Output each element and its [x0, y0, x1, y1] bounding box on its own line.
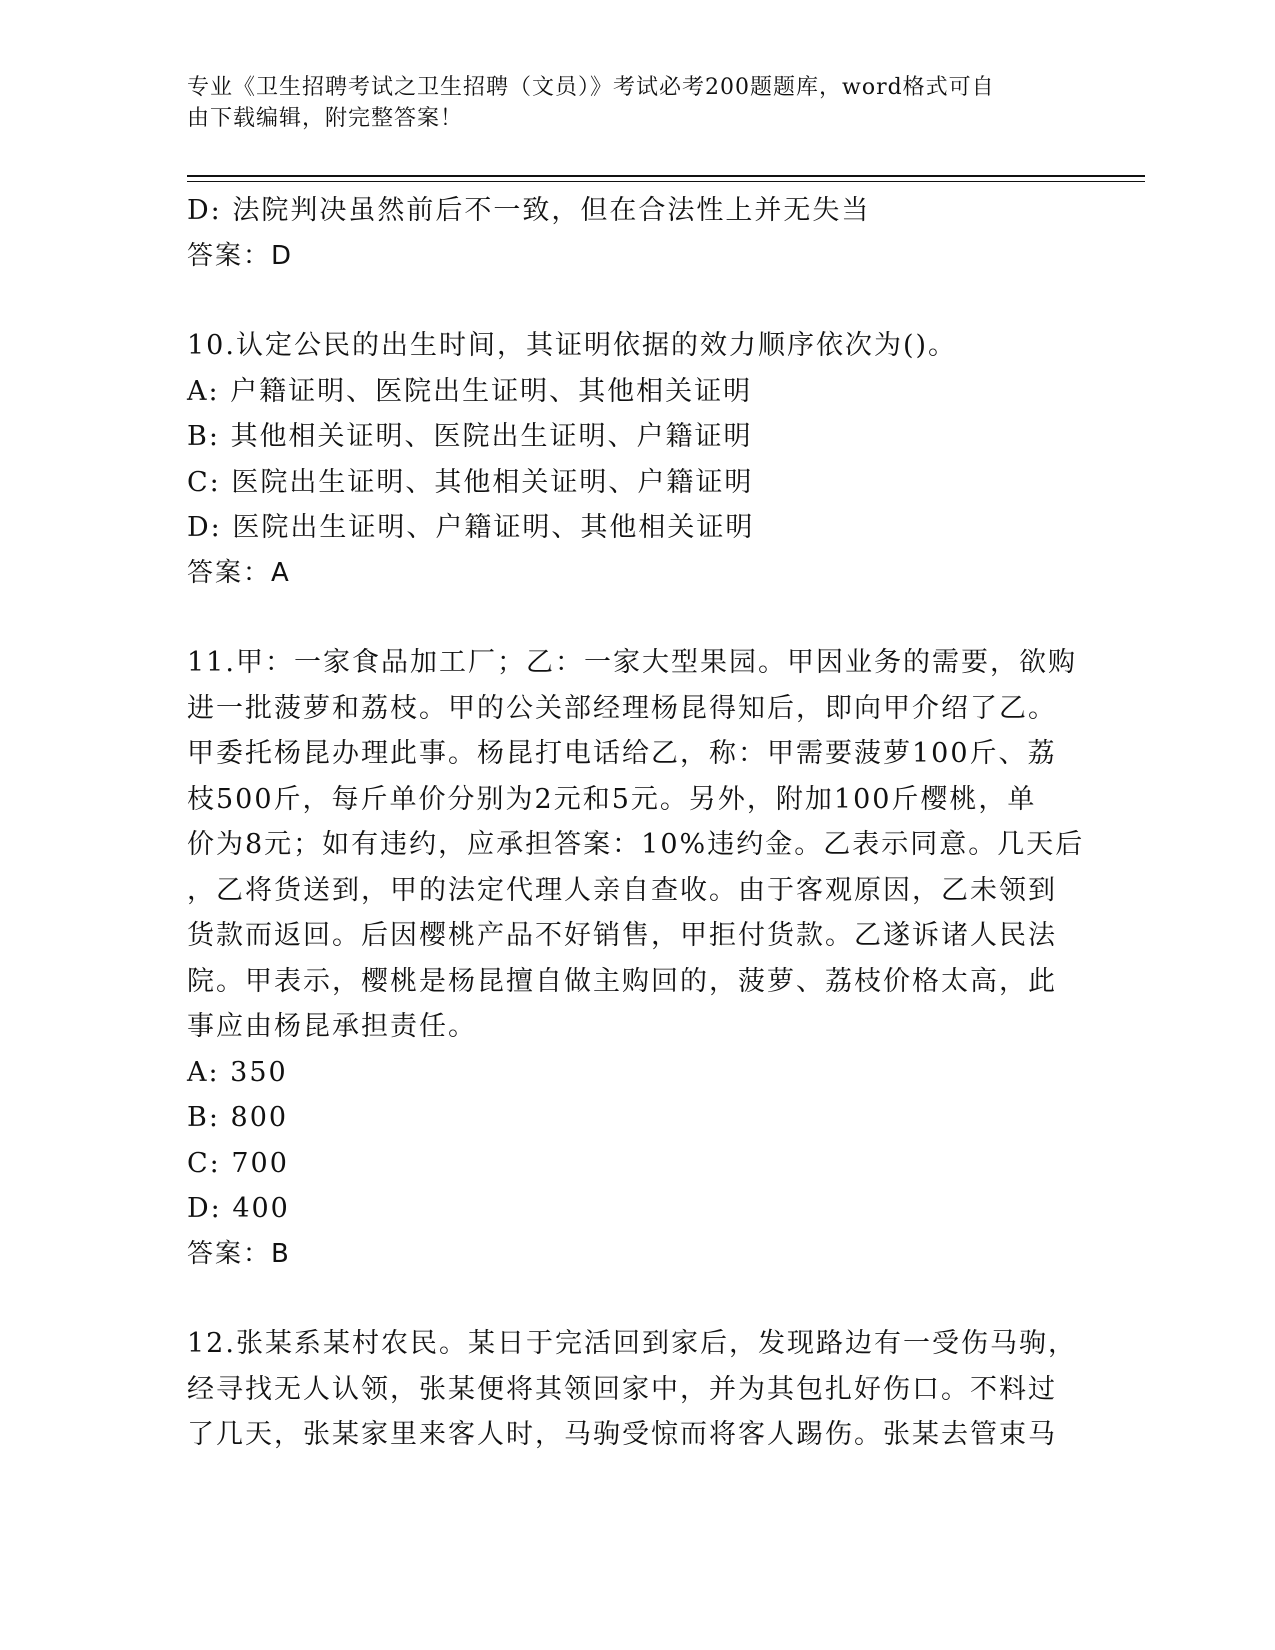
q11-question-line: ，乙将货送到，甲的法定代理人亲自查收。由于客观原因，乙未领到 — [187, 874, 1057, 906]
q11-question-line: 进一批菠萝和荔枝。甲的公关部经理杨昆得知后，即向甲介绍了乙。 — [187, 692, 1057, 724]
q12-question — [187, 1321, 1087, 1458]
q11-option-c: C: 700 — [187, 1147, 289, 1179]
header-line-1: 专业《卫生招聘考试之卫生招聘（文员）》考试必考200题题库，word格式可自 — [187, 75, 995, 100]
spacer — [187, 279, 1087, 323]
q11-question — [187, 640, 1087, 1050]
spacer — [187, 1277, 1087, 1321]
q11-question-line: 枝500斤，每斤单价分别为2元和5元。另外，附加100斤樱桃，单 — [187, 783, 1037, 815]
spacer — [187, 596, 1087, 640]
q11-question-line: 价为8元；如有违约，应承担答案：10%违约金。乙表示同意。几天后 — [187, 829, 1085, 860]
q11-option-d: D: 400 — [187, 1193, 290, 1224]
q10-option-b: B: 其他相关证明、医院出生证明、户籍证明 — [187, 421, 753, 452]
q9-option-d: D: 法院判决虽然前后不一致，但在合法性上并无失当 — [187, 195, 871, 226]
q11-question-line: 院。甲表示，樱桃是杨昆擅自做主购回的，菠萝、荔枝价格太高，此 — [187, 965, 1057, 997]
q10-option-a: A: 户籍证明、医院出生证明、其他相关证明 — [187, 375, 753, 407]
q10-option-c: C: 医院出生证明、其他相关证明、户籍证明 — [187, 466, 754, 498]
q11-question-line: 货款而返回。后因樱桃产品不好销售，甲拒付货款。乙遂诉诸人民法 — [187, 920, 1057, 951]
q10-option-d: D: 医院出生证明、户籍证明、其他相关证明 — [187, 512, 755, 543]
q10-question: 10.认定公民的出生时间，其证明依据的效力顺序依次为()。 — [187, 330, 958, 361]
q11-question-line: 事应由杨昆承担责任。 — [187, 1011, 477, 1042]
q12-question-line: 了几天，张某家里来客人时，马驹受惊而将客人踢伤。张某去管束马 — [187, 1419, 1057, 1450]
q11-question-line: 11.甲：一家食品加工厂；乙：一家大型果园。甲因业务的需要，欲购 — [187, 647, 1077, 678]
header-divider-thin — [187, 181, 1145, 182]
header-divider-thick — [187, 175, 1145, 177]
q11-option-a: A: 350 — [187, 1056, 288, 1088]
q11-question-line: 甲委托杨昆办理此事。杨昆打电话给乙，称：甲需要菠萝100斤、荔 — [187, 738, 1057, 769]
header-line-2: 由下载编辑，附完整答案！ — [187, 106, 464, 131]
q12-question-line: 12.张某系某村农民。某日于完活回到家后，发现路边有一受伤马驹， — [187, 1328, 1077, 1359]
q11-answer: 答案：B — [187, 1238, 291, 1269]
q11-option-b: B: 800 — [187, 1102, 289, 1133]
document-body — [187, 188, 1087, 1458]
q10-answer: 答案：A — [187, 557, 291, 588]
q9-answer: 答案：D — [187, 240, 294, 271]
q12-question-line: 经寻找无人认领，张某便将其领回家中，并为其包扎好伤口。不料过 — [187, 1373, 1057, 1405]
document-header — [187, 72, 1067, 134]
